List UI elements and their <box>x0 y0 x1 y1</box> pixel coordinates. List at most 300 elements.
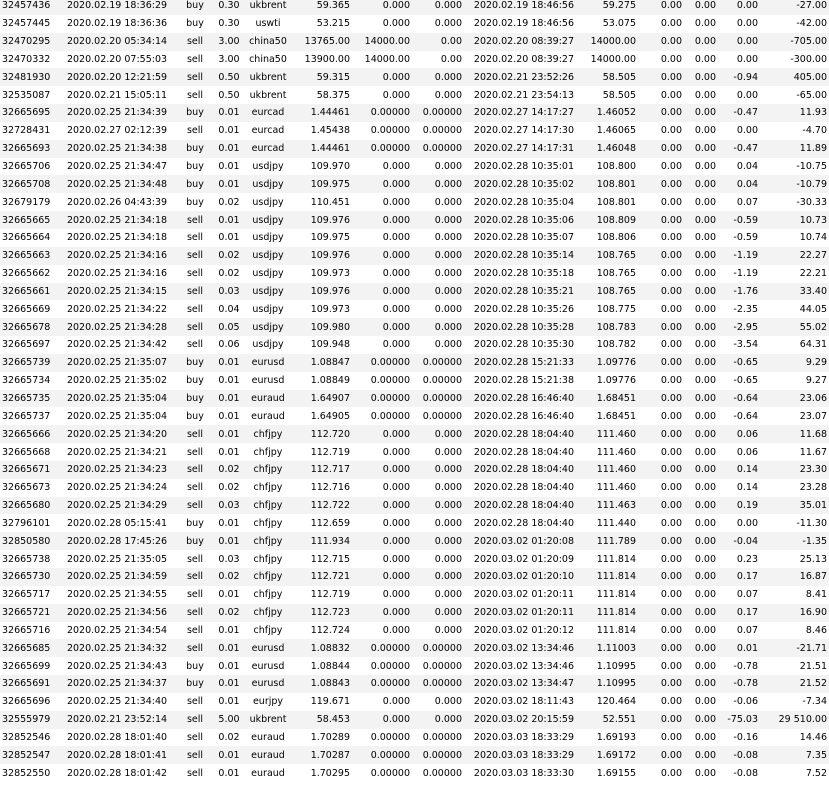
commission-cell: 0.00 <box>638 497 684 515</box>
volume-cell: 0.01 <box>214 104 244 122</box>
swap-cell: -0.04 <box>718 532 760 550</box>
commission-cell: 0.00 <box>638 283 684 301</box>
symbol-cell: chfjpy <box>244 461 292 479</box>
taxes-cell: 0.00 <box>684 764 718 782</box>
close-price-cell: 14000.00 <box>576 33 638 51</box>
ticket-cell: 32665717 <box>0 586 58 604</box>
stop-loss-cell: 0.00000 <box>352 104 412 122</box>
stop-loss-cell: 0.000 <box>352 0 412 15</box>
swap-cell: 0.00 <box>718 514 760 532</box>
swap-cell: 0.00 <box>718 15 760 33</box>
open-price-cell: 112.721 <box>292 568 352 586</box>
profit-cell: -1.35 <box>760 532 829 550</box>
volume-cell: 0.03 <box>214 550 244 568</box>
close-time-cell: 2020.02.28 18:04:40 <box>464 443 576 461</box>
table-row[interactable] <box>0 104 829 122</box>
open-price-cell: 1.44461 <box>292 104 352 122</box>
close-price-cell: 111.814 <box>576 550 638 568</box>
ticket-cell: 32665668 <box>0 443 58 461</box>
table-row[interactable] <box>0 746 829 764</box>
commission-cell: 0.00 <box>638 0 684 15</box>
open-time-cell: 2020.02.25 21:34:32 <box>58 639 176 657</box>
symbol-cell: ukbrent <box>244 711 292 729</box>
swap-cell: 0.14 <box>718 461 760 479</box>
commission-cell: 0.00 <box>638 514 684 532</box>
commission-cell: 0.00 <box>638 586 684 604</box>
close-time-cell: 2020.02.28 18:04:40 <box>464 461 576 479</box>
open-time-cell: 2020.02.25 21:34:28 <box>58 318 176 336</box>
symbol-cell: eurusd <box>244 639 292 657</box>
profit-cell: 16.87 <box>760 568 829 586</box>
take-profit-cell: 0.00000 <box>412 639 464 657</box>
table-row[interactable] <box>0 15 829 33</box>
ticket-cell: 32665708 <box>0 175 58 193</box>
symbol-cell: ukbrent <box>244 0 292 15</box>
open-price-cell: 1.70287 <box>292 746 352 764</box>
take-profit-cell: 0.000 <box>412 443 464 461</box>
table-row[interactable] <box>0 318 829 336</box>
close-time-cell: 2020.02.28 10:35:21 <box>464 283 576 301</box>
volume-cell: 0.01 <box>214 675 244 693</box>
take-profit-cell: 0.000 <box>412 68 464 86</box>
close-time-cell: 2020.02.28 10:35:07 <box>464 229 576 247</box>
stop-loss-cell: 0.000 <box>352 461 412 479</box>
table-row[interactable] <box>0 586 829 604</box>
symbol-cell: chfjpy <box>244 568 292 586</box>
table-row[interactable] <box>0 33 829 51</box>
open-time-cell: 2020.02.20 12:21:59 <box>58 68 176 86</box>
ticket-cell: 32665739 <box>0 354 58 372</box>
open-price-cell: 109.976 <box>292 247 352 265</box>
taxes-cell: 0.00 <box>684 532 718 550</box>
ticket-cell: 32665735 <box>0 390 58 408</box>
symbol-cell: usdjpy <box>244 211 292 229</box>
close-time-cell: 2020.02.28 18:04:40 <box>464 479 576 497</box>
open-price-cell: 112.719 <box>292 443 352 461</box>
stop-loss-cell: 0.00000 <box>352 140 412 158</box>
swap-cell: -2.35 <box>718 300 760 318</box>
volume-cell: 0.03 <box>214 283 244 301</box>
table-row[interactable] <box>0 675 829 693</box>
open-time-cell: 2020.02.25 21:35:04 <box>58 390 176 408</box>
table-row[interactable] <box>0 158 829 176</box>
open-price-cell: 1.08849 <box>292 372 352 390</box>
volume-cell: 0.01 <box>214 443 244 461</box>
table-row[interactable] <box>0 300 829 318</box>
profit-cell: -4.70 <box>760 122 829 140</box>
stop-loss-cell: 0.000 <box>352 479 412 497</box>
symbol-cell: chfjpy <box>244 586 292 604</box>
table-row[interactable] <box>0 390 829 408</box>
ticket-cell: 32665673 <box>0 479 58 497</box>
taxes-cell: 0.00 <box>684 318 718 336</box>
table-row[interactable] <box>0 354 829 372</box>
take-profit-cell: 0.00000 <box>412 657 464 675</box>
profit-cell: 11.89 <box>760 140 829 158</box>
taxes-cell: 0.00 <box>684 354 718 372</box>
open-time-cell: 2020.02.28 18:01:42 <box>58 764 176 782</box>
commission-cell: 0.00 <box>638 479 684 497</box>
type-cell: sell <box>176 497 214 515</box>
table-row[interactable] <box>0 657 829 675</box>
close-price-cell: 111.789 <box>576 532 638 550</box>
table-row[interactable] <box>0 175 829 193</box>
symbol-cell: eurjpy <box>244 693 292 711</box>
profit-cell: -21.71 <box>760 639 829 657</box>
open-time-cell: 2020.02.28 17:45:26 <box>58 532 176 550</box>
type-cell: buy <box>176 175 214 193</box>
stop-loss-cell: 0.000 <box>352 247 412 265</box>
ticket-cell: 32457445 <box>0 15 58 33</box>
close-price-cell: 1.11003 <box>576 639 638 657</box>
open-time-cell: 2020.02.25 21:34:29 <box>58 497 176 515</box>
type-cell: buy <box>176 407 214 425</box>
open-price-cell: 109.975 <box>292 175 352 193</box>
table-row[interactable] <box>0 86 829 104</box>
commission-cell: 0.00 <box>638 532 684 550</box>
taxes-cell: 0.00 <box>684 140 718 158</box>
swap-cell: 0.07 <box>718 586 760 604</box>
table-row[interactable] <box>0 51 829 69</box>
ticket-cell: 32481930 <box>0 68 58 86</box>
symbol-cell: ukbrent <box>244 86 292 104</box>
take-profit-cell: 0.000 <box>412 425 464 443</box>
stop-loss-cell: 0.00000 <box>352 639 412 657</box>
swap-cell: 0.19 <box>718 497 760 515</box>
close-price-cell: 111.460 <box>576 443 638 461</box>
symbol-cell: euraud <box>244 407 292 425</box>
open-time-cell: 2020.02.25 21:34:54 <box>58 622 176 640</box>
open-price-cell: 109.976 <box>292 283 352 301</box>
profit-cell: 14.46 <box>760 729 829 747</box>
type-cell: sell <box>176 639 214 657</box>
take-profit-cell: 0.00000 <box>412 140 464 158</box>
open-time-cell: 2020.02.25 21:34:59 <box>58 568 176 586</box>
ticket-cell: 32665706 <box>0 158 58 176</box>
volume-cell: 0.01 <box>214 657 244 675</box>
table-row[interactable] <box>0 461 829 479</box>
table-row[interactable] <box>0 604 829 622</box>
swap-cell: -0.47 <box>718 140 760 158</box>
symbol-cell: chfjpy <box>244 425 292 443</box>
table-row[interactable] <box>0 0 829 15</box>
type-cell: buy <box>176 532 214 550</box>
profit-cell: 11.68 <box>760 425 829 443</box>
stop-loss-cell: 0.000 <box>352 497 412 515</box>
open-price-cell: 59.365 <box>292 0 352 15</box>
close-price-cell: 108.809 <box>576 211 638 229</box>
stop-loss-cell: 14000.00 <box>352 33 412 51</box>
open-price-cell: 53.215 <box>292 15 352 33</box>
table-row[interactable] <box>0 229 829 247</box>
take-profit-cell: 0.00000 <box>412 764 464 782</box>
close-time-cell: 2020.03.02 01:20:09 <box>464 550 576 568</box>
table-row[interactable] <box>0 514 829 532</box>
type-cell: sell <box>176 461 214 479</box>
swap-cell: -0.64 <box>718 407 760 425</box>
table-row[interactable] <box>0 68 829 86</box>
volume-cell: 0.02 <box>214 604 244 622</box>
symbol-cell: eurcad <box>244 122 292 140</box>
close-price-cell: 1.10995 <box>576 675 638 693</box>
symbol-cell: ukbrent <box>244 68 292 86</box>
commission-cell: 0.00 <box>638 265 684 283</box>
take-profit-cell: 0.000 <box>412 247 464 265</box>
table-row[interactable] <box>0 711 829 729</box>
close-time-cell: 2020.03.02 01:20:11 <box>464 586 576 604</box>
swap-cell: -0.94 <box>718 68 760 86</box>
volume-cell: 0.01 <box>214 158 244 176</box>
table-row[interactable] <box>0 693 829 711</box>
table-row[interactable] <box>0 443 829 461</box>
stop-loss-cell: 0.000 <box>352 300 412 318</box>
ticket-cell: 32665662 <box>0 265 58 283</box>
take-profit-cell: 0.00000 <box>412 746 464 764</box>
close-price-cell: 53.075 <box>576 15 638 33</box>
open-time-cell: 2020.02.25 21:34:20 <box>58 425 176 443</box>
stop-loss-cell: 0.00000 <box>352 675 412 693</box>
commission-cell: 0.00 <box>638 193 684 211</box>
profit-cell: 22.21 <box>760 265 829 283</box>
volume-cell: 0.05 <box>214 318 244 336</box>
symbol-cell: chfjpy <box>244 497 292 515</box>
volume-cell: 3.00 <box>214 51 244 69</box>
table-row[interactable] <box>0 122 829 140</box>
close-price-cell: 108.765 <box>576 247 638 265</box>
symbol-cell: usdjpy <box>244 158 292 176</box>
volume-cell: 0.01 <box>214 764 244 782</box>
symbol-cell: eurcad <box>244 104 292 122</box>
volume-cell: 0.01 <box>214 211 244 229</box>
table-row[interactable] <box>0 140 829 158</box>
take-profit-cell: 0.00000 <box>412 390 464 408</box>
taxes-cell: 0.00 <box>684 461 718 479</box>
stop-loss-cell: 0.000 <box>352 514 412 532</box>
taxes-cell: 0.00 <box>684 193 718 211</box>
swap-cell: -0.08 <box>718 746 760 764</box>
ticket-cell: 32679179 <box>0 193 58 211</box>
take-profit-cell: 0.000 <box>412 0 464 15</box>
ticket-cell: 32665691 <box>0 675 58 693</box>
table-row[interactable] <box>0 407 829 425</box>
volume-cell: 0.01 <box>214 514 244 532</box>
volume-cell: 0.01 <box>214 746 244 764</box>
type-cell: buy <box>176 354 214 372</box>
stop-loss-cell: 0.000 <box>352 229 412 247</box>
commission-cell: 0.00 <box>638 175 684 193</box>
close-time-cell: 2020.03.03 18:33:30 <box>464 764 576 782</box>
commission-cell: 0.00 <box>638 300 684 318</box>
profit-cell: 22.27 <box>760 247 829 265</box>
symbol-cell: china50 <box>244 33 292 51</box>
volume-cell: 0.02 <box>214 479 244 497</box>
close-time-cell: 2020.02.28 10:35:02 <box>464 175 576 193</box>
table-row[interactable] <box>0 336 829 354</box>
type-cell: sell <box>176 33 214 51</box>
table-row[interactable] <box>0 639 829 657</box>
profit-cell: -65.00 <box>760 86 829 104</box>
close-time-cell: 2020.03.02 01:20:12 <box>464 622 576 640</box>
close-time-cell: 2020.03.02 13:34:46 <box>464 639 576 657</box>
symbol-cell: euraud <box>244 390 292 408</box>
ticket-cell: 32470332 <box>0 51 58 69</box>
type-cell: sell <box>176 211 214 229</box>
close-time-cell: 2020.03.02 20:15:59 <box>464 711 576 729</box>
symbol-cell: usdjpy <box>244 265 292 283</box>
open-time-cell: 2020.02.25 21:34:43 <box>58 657 176 675</box>
symbol-cell: chfjpy <box>244 532 292 550</box>
symbol-cell: eurusd <box>244 675 292 693</box>
swap-cell: -75.03 <box>718 711 760 729</box>
swap-cell: -0.08 <box>718 764 760 782</box>
commission-cell: 0.00 <box>638 443 684 461</box>
stop-loss-cell: 0.000 <box>352 68 412 86</box>
taxes-cell: 0.00 <box>684 675 718 693</box>
open-time-cell: 2020.02.25 21:34:24 <box>58 479 176 497</box>
profit-cell: -30.33 <box>760 193 829 211</box>
open-price-cell: 1.64905 <box>292 407 352 425</box>
table-row[interactable] <box>0 497 829 515</box>
close-price-cell: 111.460 <box>576 461 638 479</box>
symbol-cell: eurusd <box>244 354 292 372</box>
open-price-cell: 109.980 <box>292 318 352 336</box>
open-time-cell: 2020.02.25 21:34:55 <box>58 586 176 604</box>
table-row[interactable] <box>0 372 829 390</box>
open-time-cell: 2020.02.25 21:34:16 <box>58 247 176 265</box>
table-row[interactable] <box>0 247 829 265</box>
table-row[interactable] <box>0 764 829 782</box>
swap-cell: 0.23 <box>718 550 760 568</box>
ticket-cell: 32665680 <box>0 497 58 515</box>
taxes-cell: 0.00 <box>684 407 718 425</box>
profit-cell: 7.52 <box>760 764 829 782</box>
volume-cell: 0.02 <box>214 729 244 747</box>
close-time-cell: 2020.02.28 10:35:06 <box>464 211 576 229</box>
commission-cell: 0.00 <box>638 229 684 247</box>
table-row[interactable] <box>0 622 829 640</box>
close-price-cell: 1.69155 <box>576 764 638 782</box>
table-row[interactable] <box>0 729 829 747</box>
open-time-cell: 2020.02.25 21:34:37 <box>58 675 176 693</box>
table-row[interactable] <box>0 550 829 568</box>
ticket-cell: 32665696 <box>0 693 58 711</box>
volume-cell: 0.01 <box>214 175 244 193</box>
table-row[interactable] <box>0 568 829 586</box>
profit-cell: 10.73 <box>760 211 829 229</box>
swap-cell: 0.17 <box>718 568 760 586</box>
volume-cell: 0.01 <box>214 390 244 408</box>
open-time-cell: 2020.02.25 21:34:21 <box>58 443 176 461</box>
open-price-cell: 112.716 <box>292 479 352 497</box>
profit-cell: 11.67 <box>760 443 829 461</box>
ticket-cell: 32665695 <box>0 104 58 122</box>
type-cell: sell <box>176 693 214 711</box>
close-time-cell: 2020.03.02 01:20:08 <box>464 532 576 550</box>
take-profit-cell: 0.000 <box>412 568 464 586</box>
commission-cell: 0.00 <box>638 568 684 586</box>
commission-cell: 0.00 <box>638 550 684 568</box>
profit-cell: -11.30 <box>760 514 829 532</box>
type-cell: sell <box>176 86 214 104</box>
taxes-cell: 0.00 <box>684 104 718 122</box>
close-time-cell: 2020.02.28 10:35:30 <box>464 336 576 354</box>
table-row[interactable] <box>0 283 829 301</box>
volume-cell: 0.02 <box>214 193 244 211</box>
table-row[interactable] <box>0 265 829 283</box>
taxes-cell: 0.00 <box>684 372 718 390</box>
swap-cell: -1.76 <box>718 283 760 301</box>
symbol-cell: chfjpy <box>244 479 292 497</box>
commission-cell: 0.00 <box>638 746 684 764</box>
type-cell: sell <box>176 443 214 461</box>
swap-cell: 0.00 <box>718 0 760 15</box>
profit-cell: 8.46 <box>760 622 829 640</box>
table-row[interactable] <box>0 479 829 497</box>
open-price-cell: 109.973 <box>292 265 352 283</box>
ticket-cell: 32665661 <box>0 283 58 301</box>
open-time-cell: 2020.02.25 21:34:18 <box>58 211 176 229</box>
take-profit-cell: 0.00000 <box>412 407 464 425</box>
volume-cell: 0.50 <box>214 68 244 86</box>
profit-cell: 23.07 <box>760 407 829 425</box>
profit-cell: 55.02 <box>760 318 829 336</box>
close-price-cell: 111.460 <box>576 425 638 443</box>
type-cell: sell <box>176 122 214 140</box>
type-cell: sell <box>176 229 214 247</box>
close-price-cell: 14000.00 <box>576 51 638 69</box>
swap-cell: -0.59 <box>718 211 760 229</box>
type-cell: sell <box>176 746 214 764</box>
commission-cell: 0.00 <box>638 675 684 693</box>
table-row[interactable] <box>0 425 829 443</box>
open-price-cell: 112.659 <box>292 514 352 532</box>
symbol-cell: chfjpy <box>244 622 292 640</box>
open-time-cell: 2020.02.25 21:35:07 <box>58 354 176 372</box>
swap-cell: -0.65 <box>718 372 760 390</box>
close-time-cell: 2020.02.28 10:35:18 <box>464 265 576 283</box>
take-profit-cell: 0.000 <box>412 86 464 104</box>
commission-cell: 0.00 <box>638 711 684 729</box>
stop-loss-cell: 0.000 <box>352 604 412 622</box>
volume-cell: 0.01 <box>214 693 244 711</box>
close-price-cell: 108.775 <box>576 300 638 318</box>
swap-cell: -0.16 <box>718 729 760 747</box>
table-row[interactable] <box>0 193 829 211</box>
take-profit-cell: 0.000 <box>412 229 464 247</box>
take-profit-cell: 0.000 <box>412 300 464 318</box>
volume-cell: 0.01 <box>214 140 244 158</box>
symbol-cell: chfjpy <box>244 550 292 568</box>
close-time-cell: 2020.02.28 10:35:01 <box>464 158 576 176</box>
profit-cell: 23.28 <box>760 479 829 497</box>
type-cell: sell <box>176 336 214 354</box>
commission-cell: 0.00 <box>638 51 684 69</box>
type-cell: buy <box>176 193 214 211</box>
table-row[interactable] <box>0 532 829 550</box>
commission-cell: 0.00 <box>638 407 684 425</box>
swap-cell: 0.17 <box>718 604 760 622</box>
table-row[interactable] <box>0 211 829 229</box>
ticket-cell: 32665666 <box>0 425 58 443</box>
volume-cell: 0.30 <box>214 15 244 33</box>
open-price-cell: 109.973 <box>292 300 352 318</box>
volume-cell: 0.30 <box>214 0 244 15</box>
close-price-cell: 108.801 <box>576 193 638 211</box>
open-price-cell: 1.08844 <box>292 657 352 675</box>
type-cell: sell <box>176 318 214 336</box>
volume-cell: 0.01 <box>214 229 244 247</box>
take-profit-cell: 0.000 <box>412 532 464 550</box>
